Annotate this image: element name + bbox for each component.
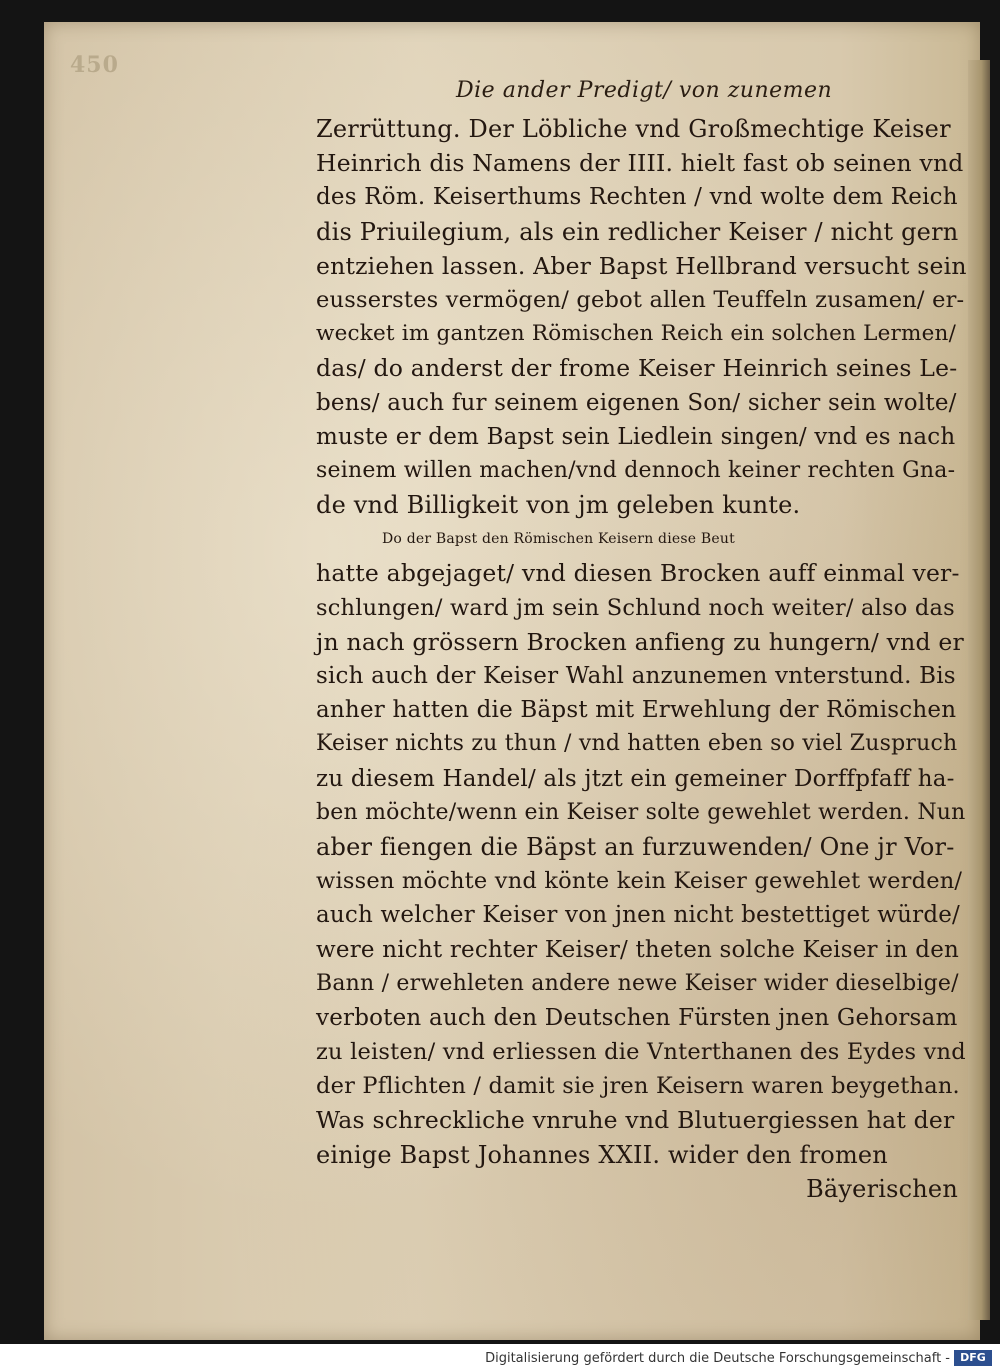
text-line: jn nach grössern Brocken anfieng zu hungern/ vnd er	[316, 627, 964, 656]
text-line: muste er dem Bapst sein Liedlein singen/ vnd es nach	[316, 423, 956, 450]
text-line: Bann / erwehleten andere newe Keiser wider dieselbige/	[316, 970, 959, 996]
text-line: de vnd Billigkeit von jm geleben kunte.	[316, 491, 801, 520]
text-line: eusserstes vermögen/ gebot allen Teuffeln zusamen/ er-	[316, 286, 965, 313]
digitization-footer	[0, 1344, 1000, 1372]
page-number: 450	[70, 52, 119, 78]
text-line: Was schreckliche vnruhe vnd Blutuergiessen hat der	[316, 1106, 955, 1135]
text-line: einige Bapst Johannes XXII. wider den fromen	[316, 1140, 888, 1169]
text-line: bens/ auch fur seinem eigenen Son/ sicher sein wolte/	[316, 389, 957, 416]
text-line: hatte abgejaget/ vnd diesen Brocken auff einmal ver-	[316, 559, 960, 588]
text-line: wecket im gantzen Römischen Reich ein solchen Lermen/	[316, 321, 957, 347]
text-line: sich auch der Keiser Wahl anzunemen vnterstund. Bis	[316, 663, 956, 689]
text-line: des Röm. Keiserthums Rechten / vnd wolte dem Reich	[316, 184, 958, 211]
text-line: Keiser nichts zu thun / vnd hatten eben so viel Zuspruch	[316, 731, 958, 757]
text-line: Zerrüttung. Der Löbliche vnd Großmechtige Keiser	[316, 115, 951, 143]
text-line: were nicht rechter Keiser/ theten solche Keiser in den	[316, 936, 960, 963]
text-line: seinem willen machen/vnd dennoch keiner rechten Gna-	[316, 457, 956, 483]
text-line: aber fiengen die Bäpst an furzuwenden/ One jr Vor-	[316, 832, 955, 861]
paragraph-start-line: Do der Bapst den Römischen Keisern diese Beut	[382, 531, 735, 548]
text-line: ben möchte/wenn ein Keiser solte gewehlet werden. Nun	[316, 799, 966, 825]
text-line: schlungen/ ward jm sein Schlund noch weiter/ also das	[316, 594, 955, 621]
text-line: zu leisten/ vnd erliessen die Vnterthanen des Eydes vnd	[316, 1039, 966, 1066]
text-line: wissen möchte vnd könte kein Keiser gewehlet werden/	[316, 868, 963, 895]
body-text	[316, 112, 966, 1206]
page-edge	[968, 60, 990, 1320]
text-line: Heinrich dis Namens der IIII. hielt fast ob seinen vnd	[316, 149, 964, 178]
text-line: zu diesem Handel/ als jtzt ein gemeiner Dorffpfaff ha-	[316, 765, 955, 792]
dfg-logo: DFG	[954, 1350, 992, 1366]
text-line: der Pflichten / damit sie jren Keisern waren beygethan.	[316, 1073, 960, 1100]
funding-credit: Digitalisierung gefördert durch die Deutsche Forschungsgemeinschaft -	[485, 1351, 950, 1366]
text-line: dis Priuilegium, als ein redlicher Keiser / nicht gern	[316, 217, 959, 246]
text-line: verboten auch den Deutschen Fürsten jnen Gehorsam	[316, 1004, 958, 1031]
text-line: entziehen lassen. Aber Bapst Hellbrand versucht sein	[316, 251, 967, 280]
text-line: anher hatten die Bäpst mit Erwehlung der Römischen	[316, 697, 957, 724]
catchword: Bäyerischen	[806, 1174, 958, 1203]
text-line: auch welcher Keiser von jnen nicht bestettiget würde/	[316, 902, 961, 929]
text-line: das/ do anderst der frome Keiser Heinrich seines Le-	[316, 354, 958, 383]
running-head: Die ander Predigt/ von zunemen	[456, 78, 833, 103]
